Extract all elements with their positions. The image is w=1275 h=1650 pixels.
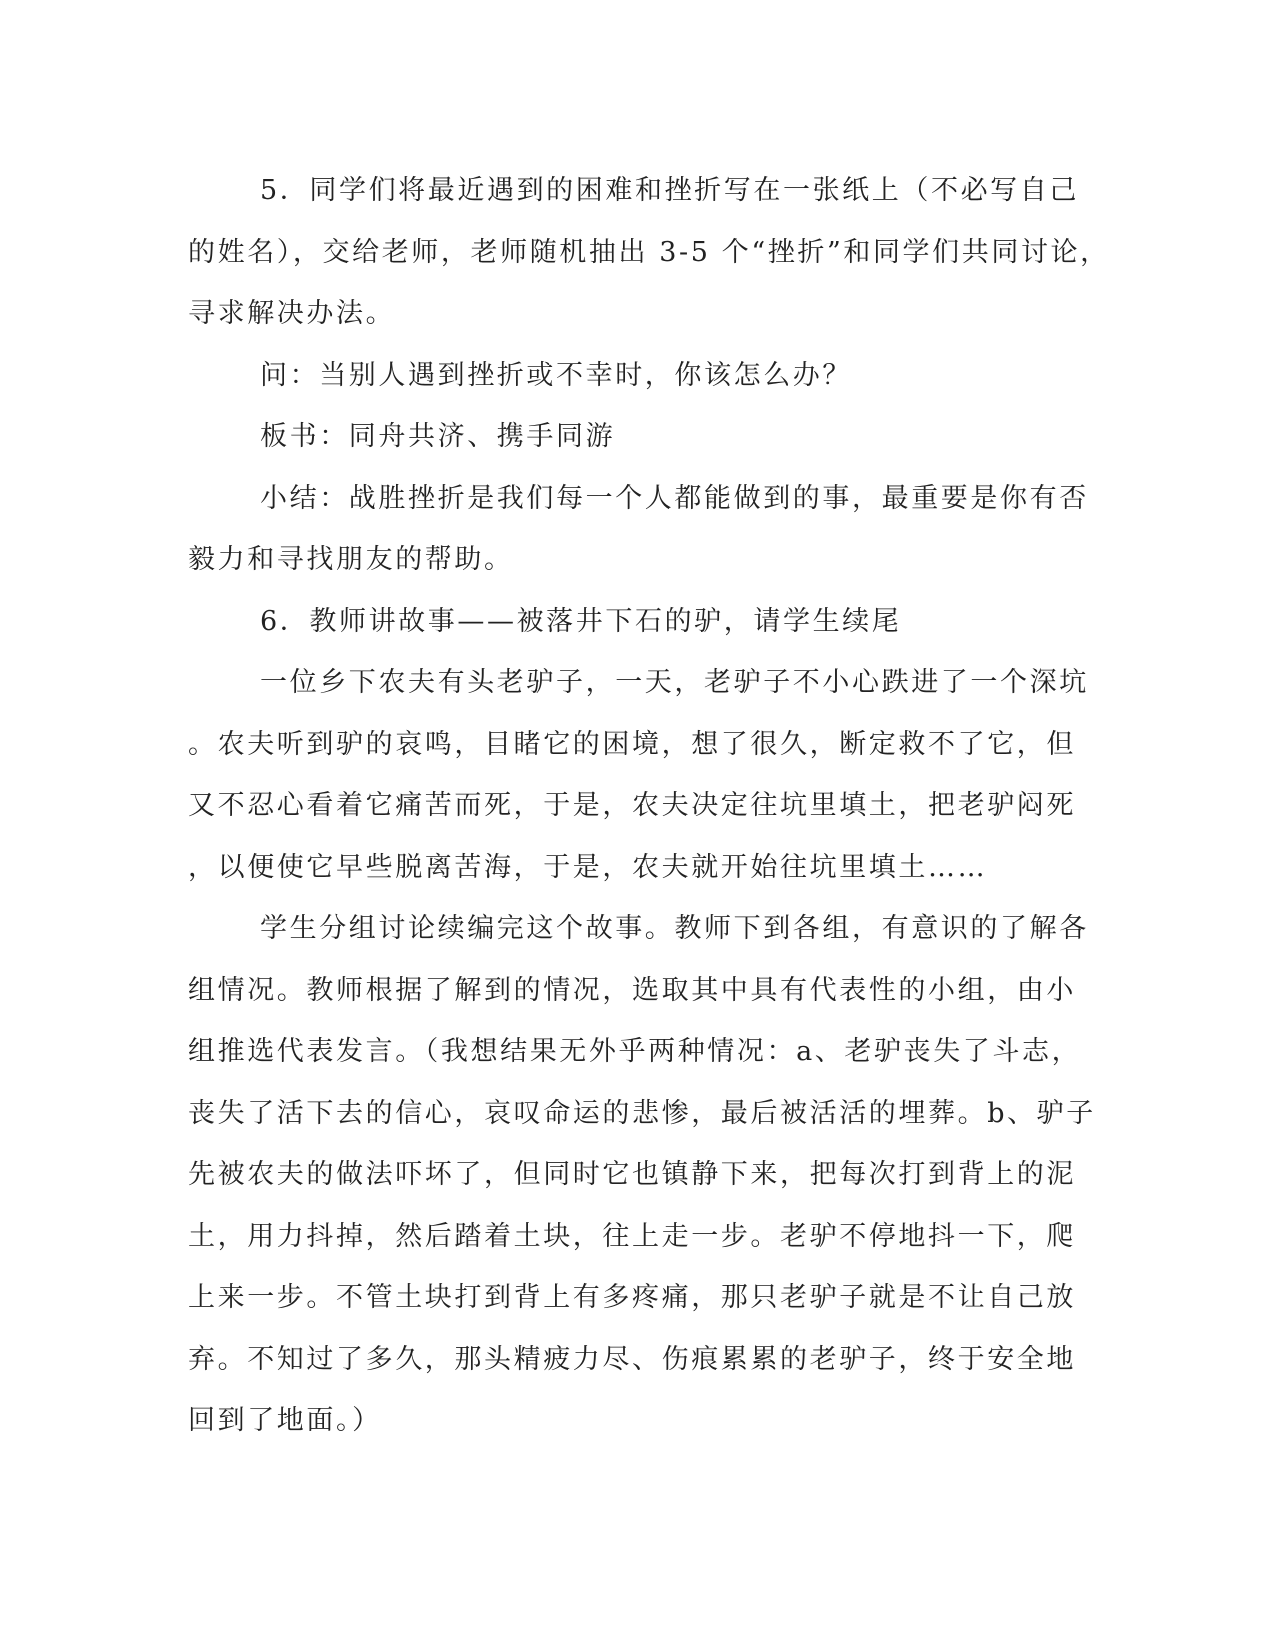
text-line: 回到了地面。） <box>188 1405 382 1436</box>
text-line: 5．同学们将最近遇到的困难和挫折写在一张纸上（不必写自己 <box>260 175 1079 206</box>
text-line: ，以便使它早些脱离苦海，于是，农夫就开始往坑里填土…… <box>188 851 988 883</box>
paragraph-story <box>188 652 1089 898</box>
text-line: 组推选代表发言。（我想结果无外乎两种情况：a、老驴丧失了斗志， <box>188 1036 1082 1067</box>
text-line: 上来一步。不管土块打到背上有多疼痛，那只老驴子就是不让自己放 <box>188 1282 1076 1313</box>
paragraph-discussion <box>188 898 1096 1452</box>
text-line: 。农夫听到驴的哀鸣，目睹它的困境，想了很久，断定救不了它，但 <box>188 728 1076 760</box>
text-line: 的姓名），交给老师，老师随机抽出 3-5 个“挫折”和同学们共同讨论， <box>188 236 1110 268</box>
text-line: 问：当别人遇到挫折或不幸时，你该怎么办？ <box>260 359 852 391</box>
text-line: 土，用力抖掉，然后踏着土块，往上走一步。老驴不停地抖一下，爬 <box>188 1220 1076 1252</box>
text-line: 6．教师讲故事——被落井下石的驴，请学生续尾 <box>260 605 902 637</box>
text-line: 组情况。教师根据了解到的情况，选取其中具有代表性的小组，由小 <box>188 974 1076 1006</box>
text-line: 先被农夫的做法吓坏了，但同时它也镇静下来，把每次打到背上的泥 <box>188 1159 1076 1190</box>
text-line: 板书：同舟共济、携手同游 <box>260 421 616 452</box>
text-line: 丧失了活下去的信心，哀叹命运的悲惨，最后被活活的埋葬。b、驴子 <box>188 1097 1096 1129</box>
paragraph-board-notes <box>188 406 1068 468</box>
paragraph-question <box>188 345 1068 407</box>
text-line: 寻求解决办法。 <box>188 298 396 329</box>
document-body <box>188 160 1110 1452</box>
text-line: 弃。不知过了多久，那头精疲力尽、伤痕累累的老驴子，终于安全地 <box>188 1343 1076 1375</box>
text-line: 小结：战胜挫折是我们每一个人都能做到的事，最重要是你有否 <box>260 482 1089 514</box>
paragraph-item-6 <box>188 591 1068 653</box>
text-line: 学生分组讨论续编完这个故事。教师下到各组，有意识的了解各 <box>260 913 1089 944</box>
paragraph-summary <box>188 468 1089 591</box>
text-line: 毅力和寻找朋友的帮助。 <box>188 544 514 575</box>
text-line: 又不忍心看着它痛苦而死，于是，农夫决定往坑里填土，把老驴闷死 <box>188 790 1076 821</box>
text-line: 一位乡下农夫有头老驴子，一天，老驴子不小心跌进了一个深坑 <box>260 667 1089 698</box>
paragraph-item-5 <box>188 160 1110 345</box>
